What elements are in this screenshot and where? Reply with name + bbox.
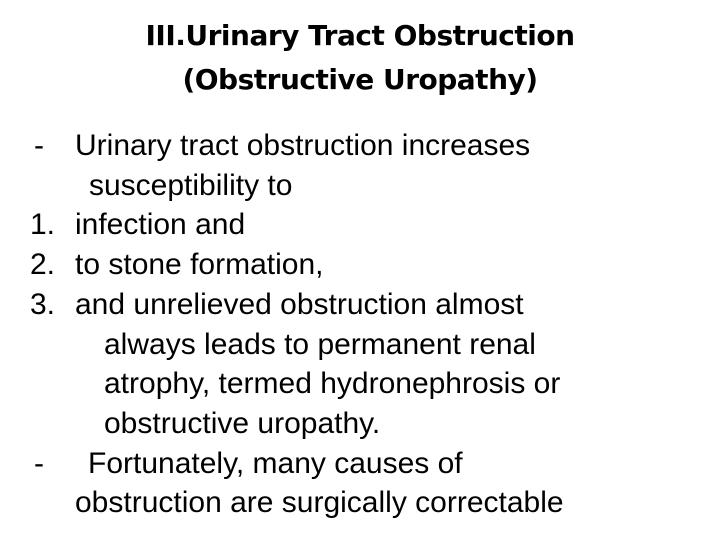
title-line-2: (Obstructive Uropathy): [182, 63, 538, 96]
item-text-line: obstructive uropathy.: [104, 406, 381, 440]
slide-body: [0, 126, 720, 523]
bullet-dash: -: [34, 129, 44, 162]
bullet-item: [0, 126, 720, 205]
item-number: 1.: [30, 208, 56, 242]
bullet-text-line: susceptibility to: [89, 168, 293, 202]
numbered-item: [0, 245, 720, 285]
item-text-line: atrophy, termed hydronephrosis or: [104, 367, 561, 401]
item-number: 2.: [30, 248, 56, 282]
slide-title: [0, 14, 720, 102]
bullet-text-line: obstruction are surgically correctable: [75, 486, 564, 520]
bullet-text-line: Urinary tract obstruction increases: [75, 129, 531, 162]
title-line-1: III.Urinary Tract Obstruction: [145, 19, 575, 52]
numbered-item: [0, 205, 720, 245]
item-text-line: to stone formation,: [75, 248, 324, 282]
bullet-item: [0, 444, 720, 523]
bullet-dash: -: [34, 446, 44, 480]
numbered-item: [0, 285, 720, 444]
item-text-line: and unrelieved obstruction almost: [75, 287, 524, 321]
item-number: 3.: [30, 287, 56, 321]
bullet-text-line: Fortunately, many causes of: [88, 446, 463, 480]
item-text-line: always leads to permanent renal: [104, 327, 536, 361]
item-text-line: infection and: [75, 208, 246, 242]
